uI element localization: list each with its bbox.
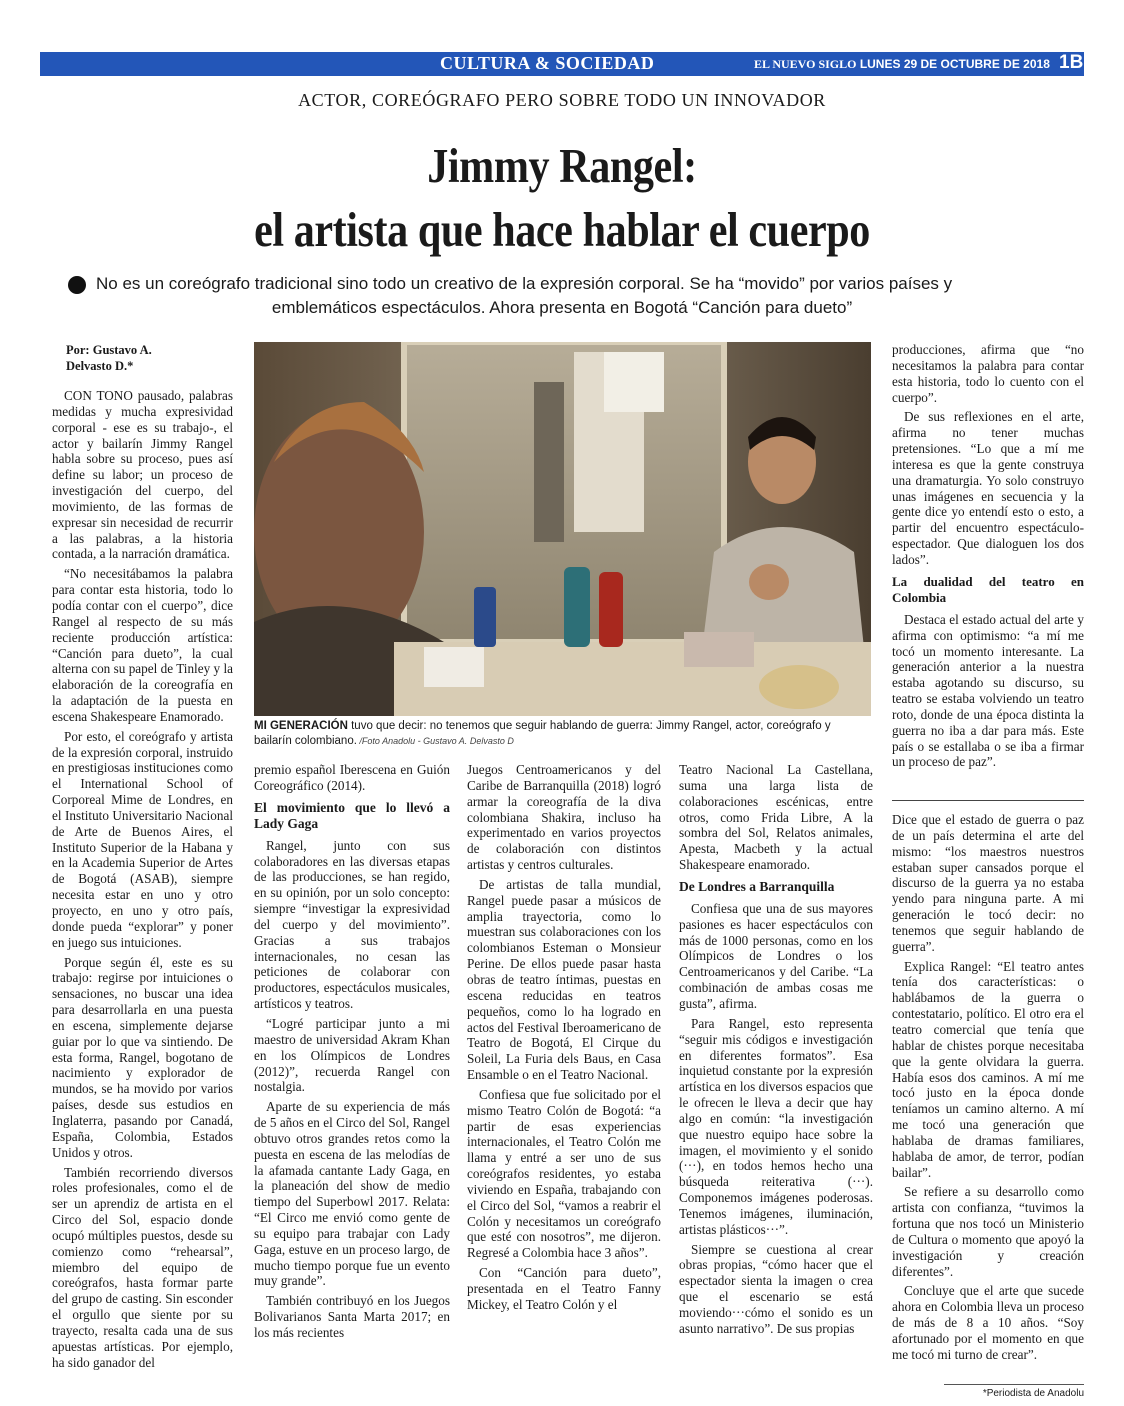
subheading: La dualidad del teatro en Colombia (892, 573, 1084, 605)
article-column-2 (254, 762, 450, 1345)
paragraph: Dice que el estado de guerra o paz de un país determina el arte del mismo: “los maestros nuestros estaban super cansados porque el discurso de la guerra ya no estaba yendo para ninguna parte. A mi generación le tocó decir: no tenemos que seguir hablando de guerra”. (892, 812, 1084, 954)
byline: Por: Gustavo A. Delvasto D.* (66, 343, 152, 373)
paragraph: Para Rangel, esto representa “seguir mis códigos e investigación en diferentes formatos”. Esa inquietud constante por la expresión artística en los diversos espacios que le ofrecen le lleva a decir que hay algo en común: “la investigación que nuestro equipo hace sobre la imagen, el movimiento y el sonido (···), en todos hemos hecho una búsqueda reiterativa (···). Componemos imágenes poderosas. Tenemos imágenes, iluminación, artistas plásticos···”. (679, 1015, 873, 1237)
footnote-rule (944, 1384, 1084, 1385)
paragraph: De sus reflexiones en el arte, afirma no tener muchas pretensiones. “Lo que a mí me interesa es que la gente construya una dramaturgia. Yo solo construyo unas imágenes en secuencia y la gente dice yo entendí esto o esto, a partir del encuentro espectáculo-espectador. Que dialoguen los dos lados”. (892, 409, 1084, 567)
paragraph: Concluye que el arte que sucede ahora en Colombia lleva un proceso de más de 8 a 10 años. “Soy afortunado por el momento en que me tocó mi turno de crear”. (892, 1283, 1084, 1362)
photo-illustration (254, 342, 871, 716)
section-title: CULTURA & SOCIEDAD (440, 53, 655, 73)
article-column-4 (679, 762, 873, 1341)
paragraph-lead-in: CON TONO (64, 388, 133, 403)
article-photo (254, 342, 871, 716)
paragraph: Rangel, junto con sus colaboradores en las diversas etapas de las producciones, se han regido, en su opinión, por un solo concepto: siempre “investigar la expresividad del cuerpo y del movimiento”. Gracias a sus trabajos internacionales, no cesan las peticiones de colaborar con productores, espectáculos musicales, artísticos y teatros. (254, 837, 450, 1012)
lead-line-1: No es un coreógrafo tradicional sino todo un creativo de la expresión corporal. Se ha “movido” por varios países y (96, 274, 953, 293)
lead-line-2: emblemáticos espectáculos. Ahora presenta en Bogotá “Canción para dueto” (271, 298, 853, 317)
paragraph: Explica Rangel: “El teatro antes tenía dos características: o hablábamos de la guerra o contestatario, político. El otro era el teatro comercial que tenía que hablar de chistes porque necesitaba que la gente olvidara la guerra. Había esos dos caminos. A mí me tocó justo en la época donde teníamos un camino alterno. A mí me tocó una generación que hablaba de dramas familiares, hablaba de amor, de terror, podían bailar”. (892, 958, 1084, 1180)
footnote: *Periodista de Anadolu (982, 1388, 1084, 1399)
lead-bullet-icon (68, 276, 86, 294)
column-divider (892, 800, 1084, 801)
paragraph: Teatro Nacional La Castellana, suma una larga lista de colaboraciones escénicas, entre otros, como Frida Libre, A la sombra del Sol, Relatos animales, Apesta, Macbeth y la actual Shakespeare enamorado. (679, 762, 873, 873)
paragraph: CON TONO pausado, palabras medidas y mucha expresividad corporal - ese es su trabajo-, el actor y bailarín Jimmy Rangel habla sobre su proceso, pues así define su labor; un proceso de investigación del cuerpo, del movimiento, de las formas de expresar sin necesidad de recurrir a las palabras, a la historia contada, a la narración dramática. (52, 388, 233, 562)
paragraph: Confiesa que fue solicitado por el mismo Teatro Colón de Bogotá: “a partir de esas experiencias internacionales, el Teatro Colón me llama y entré a ser uno de sus coreógrafos residentes, yo estaba viviendo en España, trabajando con el Circo del Sol, “vamos a reabrir el Colón y necesitamos un coreógrafo que esté con nosotros”, me dijeron. Regresé a Colombia hace 3 años”. (467, 1086, 661, 1261)
photo-caption (254, 719, 871, 749)
photo-credit: /Foto Anadolu - Gustavo A. Delvasto D (356, 736, 514, 746)
paragraph: “Logré participar junto a mi maestro de universidad Akram Khan en los Olímpicos de Londres (2012)”, recuerda Rangel con nostalgia. (254, 1015, 450, 1095)
paragraph: premio español Iberescena en Guión Coreográfico (2014). (254, 762, 450, 793)
issue-date: LUNES 29 DE OCTUBRE DE 2018 (859, 57, 1050, 71)
paragraph: Se refiere a su desarrollo como artista con confianza, “tuvimos la fortuna que nos tocó un Ministerio de Cultura o momento que apoyó la investigación y creación diferentes”. (892, 1184, 1084, 1279)
paragraph: Siempre se cuestiona al crear obras propias, “cómo hacer que el espectador sienta la imagen o crea que el escenario se está moviendo···cómo el sonido es un asunto narrativo”. De sus propias (679, 1241, 873, 1336)
paragraph: Confiesa que una de sus mayores pasiones es hacer espectáculos con más de 1000 personas, como en los Olímpicos de Londres o los Centroamericanos y del Caribe. “La combinación de ambas cosas me gusta”, afirma. (679, 900, 873, 1011)
paragraph: producciones, afirma que “no necesitamos la palabra para contar esta historia, todo lo cuento con el cuerpo”. (892, 342, 1084, 405)
paragraph: Por esto, el coreógrafo y artista de la expresión corporal, instruido en prestigiosas instituciones como el International School of Corporeal Mime de Londres, en el Instituto Universitario Nacional de Arte de Buenos Aires, el Instituto Superior de la Habana y en la Academia Superior de Artes de Bogotá (ASAB), siempre necesita estar en uno y otro proyecto, en uno y otro país, donde pueda “explorar” y poner en juego sus intuiciones. (52, 728, 233, 950)
newspaper-name: EL NUEVO SIGLO (754, 57, 857, 71)
issue-info (754, 57, 1050, 72)
paragraph: Juegos Centroamericanos y del Caribe de Barranquilla (2018) logró armar la coreografía de la diva colombiana Shakira, incluso ha experimentado en varios proyectos de colaboración con distintos artistas y centros culturales. (467, 762, 661, 873)
caption-lead: MI GENERACIÓN (254, 720, 348, 732)
headline-line-1: Jimmy Rangel: (427, 138, 697, 193)
paragraph: Aparte de su experiencia de más de 5 años en el Circo del Sol, Rangel obtuvo otros grandes retos como la puesta en escena de las melodías de la afamada cantante Lady Gaga, en la planeación del show de medio tiempo del Superbowl 2017. Relata: “El Circo me envió como gente de su equipo para trabajar con Lady Gaga, estuve en un proceso largo, de mucho tiempo porque fue un evento muy grande”. (254, 1099, 450, 1289)
paragraph: De artistas de talla mundial, Rangel puede pasar a músicos de amplia trayectoria, como lo muestran sus colaboraciones con los colombianos Esteman o Monsieur Perine. De ellos puede pasar hasta obras de teatro íntimas, puestas en escena reducidas en teatros pequeños, como lo ha logrado en actos del Festival Iberoamericano de Teatro de Bogotá, El Cirque du Soleil, La Furia dels Baus, en Casa Ensamble o en el Teatro Nacional. (467, 876, 661, 1083)
kicker: ACTOR, COREÓGRAFO PERO SOBRE TODO UN INNOVADOR (298, 90, 826, 110)
paragraph: Porque según él, este es su trabajo: regirse por intuiciones o sensaciones, no buscar una idea para desarrollarla en una puesta en escena, simplemente dejarse guiar por lo que va sintiendo. De esta forma, Rangel, bogotano de nacimiento y explorador de mundos, se ha movido por varios países, desde sus estudios en Inglaterra, pasando por Canadá, España, Colombia, Estados Unidos y otros. (52, 954, 233, 1160)
article-column-5-bottom (892, 812, 1084, 1367)
paragraph: “No necesitábamos la palabra para contar esta historia, todo lo podía contar con el cuerpo”, dice Rangel al respecto de su más reciente producción artística: “Canción para dueto”, la cual alterna con su papel de Tinley y la elaboración de la coreografía en la adaptación de la puesta en escena Shakespeare Enamorado. (52, 566, 233, 724)
page-number: 1B (1059, 52, 1084, 73)
article-column-5-top (892, 342, 1084, 774)
paragraph: También contribuyó en los Juegos Bolivarianos Santa Marta 2017; en los más recientes (254, 1293, 450, 1340)
paragraph: Con “Canción para dueto”, presentada en el Teatro Fanny Mickey, el Teatro Colón y el (467, 1265, 661, 1312)
paragraph: También recorriendo diversos roles profesionales, como el de ser un aprendiz de artista en el Circo del Sol, espacio donde ocupó múltiples puestos, desde su comienzo como “rehearsal”, miembro del equipo de coreógrafos, hasta formar parte del grupo de casting. Sin esconder el orgullo que siente por su trayecto, resalta cada una de sus apuestas artísticas. Por ejemplo, ha sido ganador del (52, 1164, 233, 1370)
article-column-1 (52, 342, 233, 1374)
paragraph: Destaca el estado actual del arte y afirma con optimismo: “a mí me tocó un momento interesante. La generación anterior a la nuestra estaba agotando su discurso, su teatro se estaba volviendo un teatro roto, donde de una época distinta la guerra no iba a dar para más. Este país o se estallaba o se iba a firmar un proceso de paz”. (892, 611, 1084, 770)
caption-text: tuvo que decir: no tenemos que seguir hablando de guerra: Jimmy Rangel, actor, coreógrafo y bailarín colombiano. (254, 720, 831, 747)
article-column-3 (467, 762, 661, 1317)
headline-line-2: el artista que hace hablar el cuerpo (254, 202, 870, 257)
subheading: El movimiento que lo llevó a Lady Gaga (254, 799, 450, 831)
subheading: De Londres a Barranquilla (679, 878, 835, 894)
